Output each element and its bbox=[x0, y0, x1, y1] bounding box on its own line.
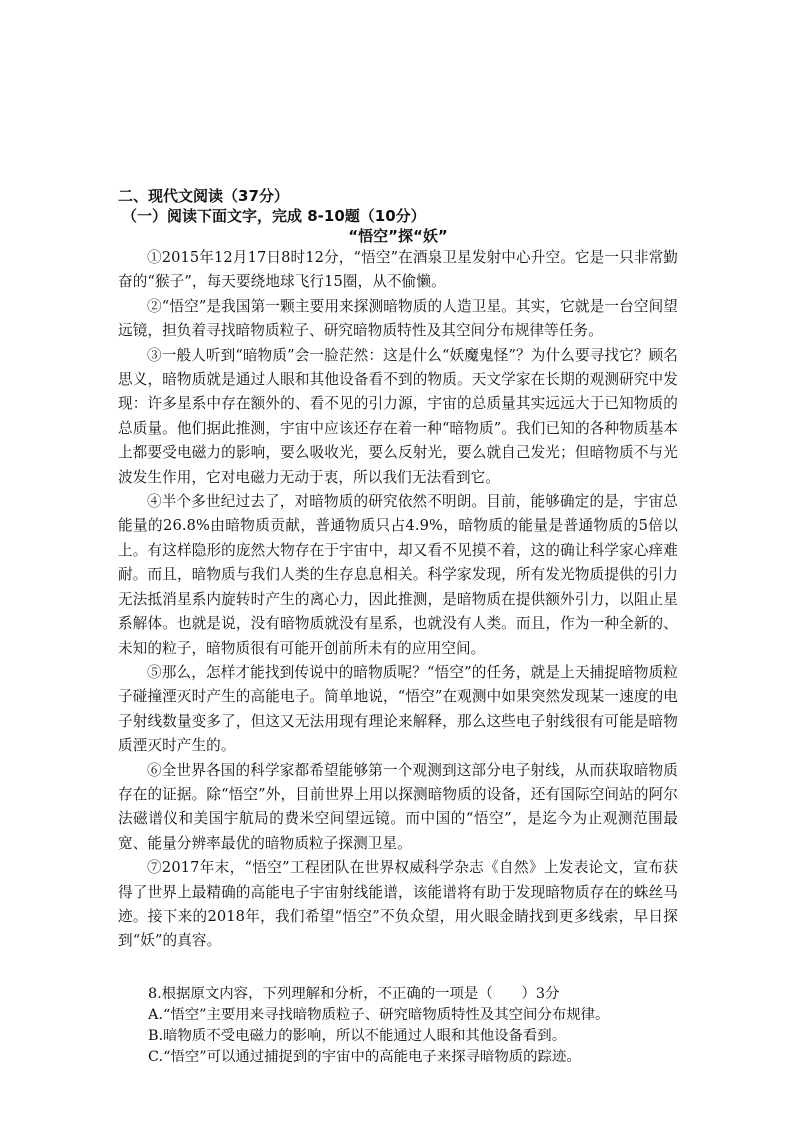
question-stem: 8.根据原文内容，下列理解和分析，不正确的一项是（ ）3分 bbox=[148, 985, 560, 1002]
section-title: 二、现代文阅读（37分） bbox=[118, 187, 289, 205]
paragraph-4: ④半个多世纪过去了，对暗物质的研究依然不明朗。目前，能够确定的是，宇宙总能量的26.8%由暗物质贡献，普通物质只占4.9%，暗物质的能量是普通物质的5倍以上。有这样隐形的庞然大物存在于宇宙中，却又看不见摸不着，这的确让科学家心痒难耐。而且，暗物质与我们人类的生存息息相关。科学家发现，所有发光物质提供的引力无法抵消星系内旋转时产生的离心力，因此推测，是暗物质在提供额外引力，以阻止星系解体。也就是说，没有暗物质就没有星系，也就没有人类。而且，作为一种全新的、未知的粒子，暗物质很有可能开创前所未有的应用空间。 bbox=[118, 493, 678, 657]
option-c: C.“悟空”可以通过捕捉到的宇宙中的高能电子来探寻暗物质的踪迹。 bbox=[148, 1048, 581, 1065]
option-a: A.“悟空”主要用来寻找暗物质粒子、研究暗物质特性及其空间分布规律。 bbox=[148, 1006, 610, 1023]
option-b: B.暗物质不受电磁力的影响，所以不能通过人眼和其他设备看到。 bbox=[148, 1027, 567, 1044]
exam-page bbox=[118, 186, 678, 1068]
question-8 bbox=[118, 984, 678, 1068]
article-title: “悟空”探“妖” bbox=[348, 227, 448, 245]
article-body bbox=[118, 246, 678, 954]
paragraph-7: ⑦2017年末，“悟空”工程团队在世界权威科学杂志《自然》上发表论文，宣布获得了世界上最精确的高能电子宇宙射线能谱，该能谱将有助于发现暗物质存在的蛛丝马迹。接下来的2018年，我们希望“悟空”不负众望，用火眼金睛找到更多线索，早日探到“妖”的真容。 bbox=[118, 859, 678, 950]
section-subtitle: （一）阅读下面文字，完成 8-10题（10分） bbox=[122, 207, 426, 225]
paragraph-2: ②“悟空”是我国第一颗主要用来探测暗物质的人造卫星。其实，它就是一台空间望远镜，担负着寻找暗物质粒子、研究暗物质特性及其空间分布规律等任务。 bbox=[118, 297, 678, 340]
paragraph-6: ⑥全世界各国的科学家都希望能够第一个观测到这部分电子射线，从而获取暗物质存在的证据。除“悟空”外，目前世界上用以探测暗物质的设备，还有国际空间站的阿尔法磁谱仪和美国宇航局的费米空间望远镜。而中国的“悟空”，是迄今为止观测范围最宽、能量分辨率最优的暗物质粒子探测卫星。 bbox=[118, 761, 678, 852]
paragraph-1: ①2015年12月17日8时12分，“悟空”在酒泉卫星发射中心升空。它是一只非常勤奋的“猴子”，每天要绕地球飞行15圈，从不偷懒。 bbox=[118, 249, 678, 291]
paragraph-5: ⑤那么，怎样才能找到传说中的暗物质呢？“悟空”的任务，就是上天捕捉暗物质粒子碰撞湮灭时产生的高能电子。简单地说，“悟空”在观测中如果突然发现某一速度的电子射线数量变多了，但这又无法用现有理论来解释，那么这些电子射线很有可能是暗物质湮灭时产生的。 bbox=[118, 663, 678, 755]
paragraph-3: ③一般人听到“暗物质”会一脸茫然：这是什么“妖魔鬼怪”？为什么要寻找它？顾名思义，暗物质就是通过人眼和其他设备看不到的物质。天文学家在长期的观测研究中发现：许多星系中存在额外的、看不见的引力源，宇宙的总质量其实远远大于已知物质的总质量。他们据此推测，宇宙中应该还存在着一种“暗物质”。我们已知的各种物质基本上都要受电磁力的影响，要么吸收光，要么反射光，要么就自己发光；但暗物质不与光波发生作用，它对电磁力无动于衷，所以我们无法看到它。 bbox=[118, 346, 678, 486]
